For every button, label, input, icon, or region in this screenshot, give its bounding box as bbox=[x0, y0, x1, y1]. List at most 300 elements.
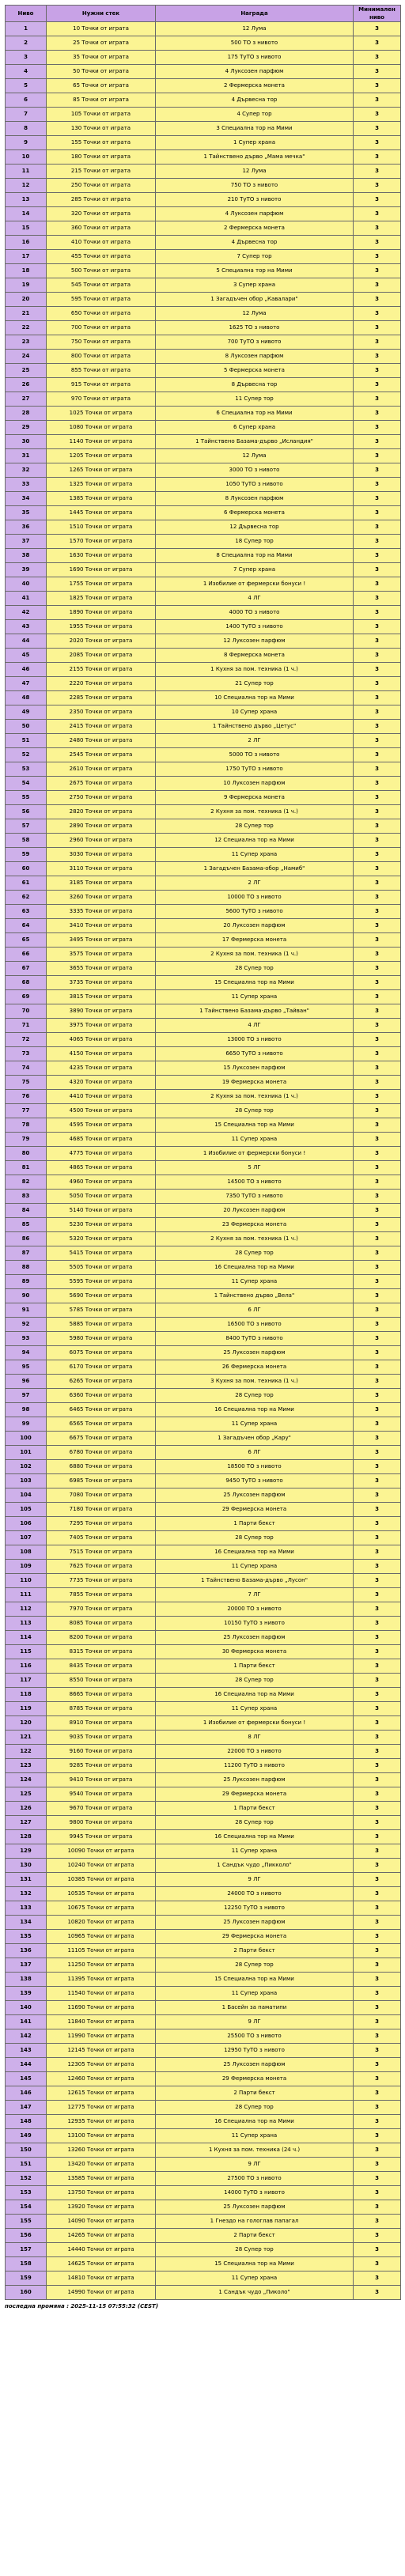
cell-points: 9035 Точки от играта bbox=[47, 1731, 156, 1745]
cell-min-level: 3 bbox=[354, 2271, 401, 2286]
cell-points: 12460 Точки от играта bbox=[47, 2072, 156, 2086]
cell-reward: 9450 ТуТО з нивото bbox=[156, 1474, 354, 1488]
cell-reward: 11 Супер храна bbox=[156, 1844, 354, 1859]
cell-points: 8785 Точки от играта bbox=[47, 1702, 156, 1716]
cell-level: 152 bbox=[6, 2172, 47, 2186]
cell-reward: 16 Специална тор на Мими bbox=[156, 1830, 354, 1844]
cell-min-level: 3 bbox=[354, 2186, 401, 2200]
cell-level: 139 bbox=[6, 1987, 47, 2001]
cell-points: 10 Точки от играта bbox=[47, 22, 156, 36]
cell-points: 3410 Точки от играта bbox=[47, 919, 156, 933]
cell-points: 6265 Точки от играта bbox=[47, 1375, 156, 1389]
cell-reward: 12 Специална тор на Мими bbox=[156, 834, 354, 848]
cell-min-level: 3 bbox=[354, 1702, 401, 1716]
cell-level: 47 bbox=[6, 677, 47, 691]
cell-points: 6565 Точки от играта bbox=[47, 1417, 156, 1432]
cell-points: 8550 Точки от играта bbox=[47, 1674, 156, 1688]
cell-points: 12935 Точки от играта bbox=[47, 2115, 156, 2129]
cell-level: 106 bbox=[6, 1517, 47, 1531]
cell-points: 9670 Точки от играта bbox=[47, 1802, 156, 1816]
cell-min-level: 3 bbox=[354, 278, 401, 293]
cell-points: 2750 Точки от играта bbox=[47, 791, 156, 805]
cell-min-level: 3 bbox=[354, 1802, 401, 1816]
cell-level: 16 bbox=[6, 236, 47, 250]
cell-min-level: 3 bbox=[354, 264, 401, 278]
cell-reward: 21 Супер тор bbox=[156, 677, 354, 691]
cell-reward: 1400 ТуТО з нивото bbox=[156, 620, 354, 634]
cell-min-level: 3 bbox=[354, 1133, 401, 1147]
cell-level: 124 bbox=[6, 1773, 47, 1787]
cell-reward: 22000 ТО з нивото bbox=[156, 1745, 354, 1759]
cell-points: 10965 Точки от играта bbox=[47, 1930, 156, 1944]
cell-reward: 25 Луксозен парфюм bbox=[156, 1346, 354, 1360]
cell-reward: 11 Супер храна bbox=[156, 848, 354, 862]
cell-reward: 10 Специална тор на Мими bbox=[156, 691, 354, 705]
cell-points: 14810 Точки от играта bbox=[47, 2271, 156, 2286]
cell-reward: 15 Специална тор на Мими bbox=[156, 1118, 354, 1133]
table-row bbox=[6, 1503, 401, 1517]
cell-level: 56 bbox=[6, 805, 47, 819]
cell-min-level: 3 bbox=[354, 1503, 401, 1517]
cell-level: 27 bbox=[6, 392, 47, 407]
cell-points: 1025 Точки от играта bbox=[47, 407, 156, 421]
cell-min-level: 3 bbox=[354, 520, 401, 535]
table-row bbox=[6, 492, 401, 506]
cell-points: 970 Точки от играта bbox=[47, 392, 156, 407]
cell-level: 110 bbox=[6, 1574, 47, 1588]
cell-min-level: 3 bbox=[354, 165, 401, 179]
table-row bbox=[6, 1004, 401, 1019]
cell-reward: 15 Специална тор на Мими bbox=[156, 1973, 354, 1987]
header-min-level: Минимален ниво bbox=[354, 6, 401, 22]
cell-min-level: 3 bbox=[354, 392, 401, 407]
cell-points: 10675 Точки от играта bbox=[47, 1901, 156, 1916]
cell-reward: 2 Фермерска монета bbox=[156, 79, 354, 93]
cell-reward: 8 ЛГ bbox=[156, 1731, 354, 1745]
cell-min-level: 3 bbox=[354, 1446, 401, 1460]
cell-min-level: 3 bbox=[354, 2229, 401, 2243]
cell-min-level: 3 bbox=[354, 1987, 401, 2001]
table-row bbox=[6, 2200, 401, 2215]
cell-reward: 29 Фермерска монета bbox=[156, 1503, 354, 1517]
table-row bbox=[6, 364, 401, 378]
cell-min-level: 3 bbox=[354, 1218, 401, 1232]
cell-min-level: 3 bbox=[354, 1773, 401, 1787]
cell-level: 29 bbox=[6, 421, 47, 435]
cell-min-level: 3 bbox=[354, 378, 401, 392]
cell-min-level: 3 bbox=[354, 1545, 401, 1560]
cell-level: 13 bbox=[6, 193, 47, 207]
table-row bbox=[6, 1161, 401, 1175]
cell-reward: 1 Тайнствено дърво „Цетус" bbox=[156, 720, 354, 734]
cell-min-level: 3 bbox=[354, 919, 401, 933]
cell-points: 85 Точки от играта bbox=[47, 93, 156, 108]
cell-points: 13420 Точки от играта bbox=[47, 2158, 156, 2172]
cell-min-level: 3 bbox=[354, 1232, 401, 1246]
cell-level: 99 bbox=[6, 1417, 47, 1432]
table-row bbox=[6, 1887, 401, 1901]
cell-reward: 12 Лума bbox=[156, 165, 354, 179]
cell-level: 145 bbox=[6, 2072, 47, 2086]
cell-min-level: 3 bbox=[354, 705, 401, 720]
cell-points: 3495 Точки от играта bbox=[47, 933, 156, 948]
cell-reward: 8 Луксозен парфюм bbox=[156, 492, 354, 506]
cell-reward: 25 Луксозен парфюм bbox=[156, 2058, 354, 2072]
cell-min-level: 3 bbox=[354, 2015, 401, 2029]
table-row bbox=[6, 990, 401, 1004]
cell-min-level: 3 bbox=[354, 649, 401, 663]
table-row bbox=[6, 592, 401, 606]
cell-min-level: 3 bbox=[354, 1460, 401, 1474]
cell-points: 3735 Точки от играта bbox=[47, 976, 156, 990]
table-row bbox=[6, 1289, 401, 1303]
cell-level: 37 bbox=[6, 535, 47, 549]
cell-level: 109 bbox=[6, 1560, 47, 1574]
table-row bbox=[6, 2015, 401, 2029]
cell-level: 146 bbox=[6, 2086, 47, 2101]
table-row bbox=[6, 506, 401, 520]
cell-reward: 1 Тайнствено Базама-дърво „Лусон" bbox=[156, 1574, 354, 1588]
cell-level: 111 bbox=[6, 1588, 47, 1602]
cell-level: 45 bbox=[6, 649, 47, 663]
cell-reward: 19 Фермерска монета bbox=[156, 1076, 354, 1090]
cell-points: 14265 Точки от играта bbox=[47, 2229, 156, 2243]
cell-level: 128 bbox=[6, 1830, 47, 1844]
cell-level: 88 bbox=[6, 1261, 47, 1275]
cell-points: 7735 Точки от играта bbox=[47, 1574, 156, 1588]
cell-points: 11690 Точки от играта bbox=[47, 2001, 156, 2015]
cell-min-level: 3 bbox=[354, 1659, 401, 1674]
cell-reward: 27500 ТО з нивото bbox=[156, 2172, 354, 2186]
cell-reward: 16500 ТО з нивото bbox=[156, 1318, 354, 1332]
cell-points: 285 Точки от играта bbox=[47, 193, 156, 207]
cell-min-level: 3 bbox=[354, 463, 401, 478]
cell-level: 86 bbox=[6, 1232, 47, 1246]
cell-points: 2545 Точки от играта bbox=[47, 748, 156, 762]
cell-min-level: 3 bbox=[354, 1389, 401, 1403]
cell-points: 10820 Точки от играта bbox=[47, 1916, 156, 1930]
cell-level: 63 bbox=[6, 905, 47, 919]
cell-reward: 2 Парти бекст bbox=[156, 2229, 354, 2243]
cell-level: 19 bbox=[6, 278, 47, 293]
cell-level: 157 bbox=[6, 2243, 47, 2257]
cell-points: 1510 Точки от играта bbox=[47, 520, 156, 535]
table-row bbox=[6, 748, 401, 762]
cell-points: 1755 Точки от играта bbox=[47, 577, 156, 592]
table-row bbox=[6, 1731, 401, 1745]
cell-level: 38 bbox=[6, 549, 47, 563]
cell-reward: 20 Луксозен парфюм bbox=[156, 919, 354, 933]
cell-points: 9160 Точки от играта bbox=[47, 1745, 156, 1759]
cell-points: 5140 Точки от играта bbox=[47, 1204, 156, 1218]
table-row bbox=[6, 307, 401, 321]
cell-reward: 8 Фермерска монета bbox=[156, 649, 354, 663]
table-row bbox=[6, 2058, 401, 2072]
cell-min-level: 3 bbox=[354, 1617, 401, 1631]
table-row bbox=[6, 876, 401, 891]
cell-level: 93 bbox=[6, 1332, 47, 1346]
cell-reward: 20 Луксозен парфюм bbox=[156, 1204, 354, 1218]
cell-level: 127 bbox=[6, 1816, 47, 1830]
cell-min-level: 3 bbox=[354, 421, 401, 435]
table-row bbox=[6, 1588, 401, 1602]
cell-reward: 1 Гнездо на гологлав папагал bbox=[156, 2215, 354, 2229]
table-row bbox=[6, 1745, 401, 1759]
cell-level: 76 bbox=[6, 1090, 47, 1104]
cell-reward: 29 Фермерска монета bbox=[156, 1787, 354, 1802]
cell-reward: 210 ТуТО з нивото bbox=[156, 193, 354, 207]
cell-min-level: 3 bbox=[354, 762, 401, 777]
cell-min-level: 3 bbox=[354, 1944, 401, 1958]
table-row bbox=[6, 1318, 401, 1332]
cell-reward: 28 Супер тор bbox=[156, 819, 354, 834]
table-row bbox=[6, 1104, 401, 1118]
cell-points: 1140 Точки от играта bbox=[47, 435, 156, 449]
table-row bbox=[6, 108, 401, 122]
cell-reward: 29 Фермерска монета bbox=[156, 1930, 354, 1944]
cell-min-level: 3 bbox=[354, 1574, 401, 1588]
cell-level: 147 bbox=[6, 2101, 47, 2115]
cell-min-level: 3 bbox=[354, 1958, 401, 1973]
cell-min-level: 3 bbox=[354, 2072, 401, 2086]
cell-reward: 500 ТО з нивото bbox=[156, 36, 354, 51]
table-row bbox=[6, 122, 401, 136]
cell-level: 112 bbox=[6, 1602, 47, 1617]
table-row bbox=[6, 2243, 401, 2257]
cell-level: 71 bbox=[6, 1019, 47, 1033]
cell-reward: 1625 ТО з нивото bbox=[156, 321, 354, 335]
cell-min-level: 3 bbox=[354, 1004, 401, 1019]
cell-min-level: 3 bbox=[354, 819, 401, 834]
table-row bbox=[6, 1417, 401, 1432]
table-row bbox=[6, 905, 401, 919]
cell-points: 8665 Точки от играта bbox=[47, 1688, 156, 1702]
cell-level: 28 bbox=[6, 407, 47, 421]
cell-min-level: 3 bbox=[354, 748, 401, 762]
table-body bbox=[6, 22, 401, 2300]
table-row bbox=[6, 79, 401, 93]
cell-min-level: 3 bbox=[354, 1716, 401, 1731]
table-row bbox=[6, 1531, 401, 1545]
cell-reward: 9 ЛГ bbox=[156, 2015, 354, 2029]
cell-level: 10 bbox=[6, 150, 47, 165]
cell-points: 7405 Точки от играта bbox=[47, 1531, 156, 1545]
table-row bbox=[6, 1389, 401, 1403]
cell-points: 3575 Точки от играта bbox=[47, 948, 156, 962]
cell-min-level: 3 bbox=[354, 79, 401, 93]
cell-level: 158 bbox=[6, 2257, 47, 2271]
cell-reward: 6 Специална тор на Мими bbox=[156, 407, 354, 421]
table-row bbox=[6, 2101, 401, 2115]
cell-reward: 23 Фермерска монета bbox=[156, 1218, 354, 1232]
cell-min-level: 3 bbox=[354, 1047, 401, 1061]
table-row bbox=[6, 51, 401, 65]
cell-level: 144 bbox=[6, 2058, 47, 2072]
cell-level: 116 bbox=[6, 1659, 47, 1674]
cell-reward: 7 ЛГ bbox=[156, 1588, 354, 1602]
cell-level: 90 bbox=[6, 1289, 47, 1303]
cell-points: 35 Точки от играта bbox=[47, 51, 156, 65]
cell-points: 4150 Точки от играта bbox=[47, 1047, 156, 1061]
cell-reward: 4000 ТО з нивото bbox=[156, 606, 354, 620]
table-row bbox=[6, 891, 401, 905]
cell-min-level: 3 bbox=[354, 1688, 401, 1702]
cell-min-level: 3 bbox=[354, 93, 401, 108]
cell-reward: 11 Супер храна bbox=[156, 1702, 354, 1716]
cell-level: 105 bbox=[6, 1503, 47, 1517]
table-row bbox=[6, 1631, 401, 1645]
cell-points: 3890 Точки от играта bbox=[47, 1004, 156, 1019]
cell-reward: 10 Луксозен парфюм bbox=[156, 777, 354, 791]
table-row bbox=[6, 321, 401, 335]
cell-reward: 8400 ТуТО з нивото bbox=[156, 1332, 354, 1346]
cell-points: 11990 Точки от играта bbox=[47, 2029, 156, 2044]
cell-points: 800 Точки от играта bbox=[47, 350, 156, 364]
cell-level: 130 bbox=[6, 1859, 47, 1873]
cell-reward: 4 Луксозен парфюм bbox=[156, 65, 354, 79]
cell-level: 141 bbox=[6, 2015, 47, 2029]
cell-level: 25 bbox=[6, 364, 47, 378]
cell-min-level: 3 bbox=[354, 549, 401, 563]
cell-reward: 7 Супер храна bbox=[156, 563, 354, 577]
cell-points: 5785 Точки от играта bbox=[47, 1303, 156, 1318]
cell-min-level: 3 bbox=[354, 720, 401, 734]
table-row bbox=[6, 791, 401, 805]
cell-min-level: 3 bbox=[354, 207, 401, 221]
cell-level: 82 bbox=[6, 1175, 47, 1190]
table-row bbox=[6, 1460, 401, 1474]
cell-level: 131 bbox=[6, 1873, 47, 1887]
table-row bbox=[6, 1844, 401, 1859]
cell-reward: 1 Загадъчен Базама-обор „Намиб" bbox=[156, 862, 354, 876]
cell-reward: 1 Басейн за паматипи bbox=[156, 2001, 354, 2015]
cell-points: 700 Точки от играта bbox=[47, 321, 156, 335]
cell-points: 13100 Точки от играта bbox=[47, 2129, 156, 2143]
cell-reward: 25 Луксозен парфюм bbox=[156, 2200, 354, 2215]
cell-reward: 12 Луксозен парфюм bbox=[156, 634, 354, 649]
cell-min-level: 3 bbox=[354, 1318, 401, 1332]
cell-min-level: 3 bbox=[354, 933, 401, 948]
cell-level: 122 bbox=[6, 1745, 47, 1759]
cell-points: 855 Точки от играта bbox=[47, 364, 156, 378]
table-row bbox=[6, 1190, 401, 1204]
table-row bbox=[6, 819, 401, 834]
cell-reward: 750 ТО з нивото bbox=[156, 179, 354, 193]
cell-level: 104 bbox=[6, 1488, 47, 1503]
table-row bbox=[6, 606, 401, 620]
cell-points: 10535 Точки от играта bbox=[47, 1887, 156, 1901]
cell-min-level: 3 bbox=[354, 1161, 401, 1175]
cell-min-level: 3 bbox=[354, 1873, 401, 1887]
table-row bbox=[6, 520, 401, 535]
cell-level: 98 bbox=[6, 1403, 47, 1417]
cell-points: 2610 Точки от играта bbox=[47, 762, 156, 777]
cell-reward: 1 Парти бекст bbox=[156, 1659, 354, 1674]
cell-min-level: 3 bbox=[354, 150, 401, 165]
cell-points: 14440 Точки от играта bbox=[47, 2243, 156, 2257]
cell-level: 1 bbox=[6, 22, 47, 36]
table-row bbox=[6, 1118, 401, 1133]
cell-reward: 11200 ТуТО з нивото bbox=[156, 1759, 354, 1773]
cell-points: 6170 Точки от играта bbox=[47, 1360, 156, 1375]
cell-points: 4410 Точки от играта bbox=[47, 1090, 156, 1104]
cell-points: 12615 Точки от играта bbox=[47, 2086, 156, 2101]
cell-reward: 2 Парти бекст bbox=[156, 1944, 354, 1958]
table-row bbox=[6, 478, 401, 492]
table-row bbox=[6, 834, 401, 848]
cell-reward: 25 Луксозен парфюм bbox=[156, 1631, 354, 1645]
cell-level: 155 bbox=[6, 2215, 47, 2229]
cell-min-level: 3 bbox=[354, 250, 401, 264]
cell-min-level: 3 bbox=[354, 1204, 401, 1218]
cell-points: 13260 Точки от играта bbox=[47, 2143, 156, 2158]
cell-points: 7080 Точки от играта bbox=[47, 1488, 156, 1503]
cell-min-level: 3 bbox=[354, 1275, 401, 1289]
cell-level: 91 bbox=[6, 1303, 47, 1318]
cell-reward: 20000 ТО з нивото bbox=[156, 1602, 354, 1617]
cell-min-level: 3 bbox=[354, 606, 401, 620]
cell-points: 1445 Точки от играта bbox=[47, 506, 156, 520]
cell-min-level: 3 bbox=[354, 1887, 401, 1901]
cell-level: 101 bbox=[6, 1446, 47, 1460]
cell-points: 2155 Точки от играта bbox=[47, 663, 156, 677]
cell-min-level: 3 bbox=[354, 2101, 401, 2115]
table-row bbox=[6, 150, 401, 165]
table-row bbox=[6, 1076, 401, 1090]
cell-points: 360 Точки от играта bbox=[47, 221, 156, 236]
cell-level: 57 bbox=[6, 819, 47, 834]
cell-reward: 28 Супер тор bbox=[156, 2101, 354, 2115]
header-points: Нужни стек bbox=[47, 6, 156, 22]
cell-points: 4500 Точки от играта bbox=[47, 1104, 156, 1118]
cell-level: 89 bbox=[6, 1275, 47, 1289]
cell-points: 6075 Точки от играта bbox=[47, 1346, 156, 1360]
cell-reward: 5 ЛГ bbox=[156, 1161, 354, 1175]
cell-level: 65 bbox=[6, 933, 47, 948]
cell-min-level: 3 bbox=[354, 1930, 401, 1944]
cell-points: 1630 Точки от играта bbox=[47, 549, 156, 563]
cell-reward: 11 Супер храна bbox=[156, 1560, 354, 1574]
cell-min-level: 3 bbox=[354, 2115, 401, 2129]
cell-points: 2285 Точки от играта bbox=[47, 691, 156, 705]
table-row bbox=[6, 1432, 401, 1446]
cell-min-level: 3 bbox=[354, 1261, 401, 1275]
table-row bbox=[6, 1246, 401, 1261]
table-row bbox=[6, 1232, 401, 1246]
cell-reward: 11 Супер тор bbox=[156, 392, 354, 407]
cell-reward: 10150 ТуТО з нивото bbox=[156, 1617, 354, 1631]
cell-level: 154 bbox=[6, 2200, 47, 2215]
cell-level: 50 bbox=[6, 720, 47, 734]
table-row bbox=[6, 449, 401, 463]
table-row bbox=[6, 293, 401, 307]
table-row bbox=[6, 1474, 401, 1488]
cell-level: 5 bbox=[6, 79, 47, 93]
cell-min-level: 3 bbox=[354, 1417, 401, 1432]
cell-points: 6675 Точки от играта bbox=[47, 1432, 156, 1446]
cell-reward: 30 Фермерска монета bbox=[156, 1645, 354, 1659]
cell-reward: 28 Супер тор bbox=[156, 1104, 354, 1118]
cell-points: 10090 Точки от играта bbox=[47, 1844, 156, 1859]
cell-reward: 28 Супер тор bbox=[156, 1246, 354, 1261]
cell-min-level: 3 bbox=[354, 1104, 401, 1118]
table-row bbox=[6, 392, 401, 407]
table-row bbox=[6, 65, 401, 79]
cell-reward: 175 ТуТО з нивото bbox=[156, 51, 354, 65]
table-row bbox=[6, 2186, 401, 2200]
cell-reward: 5600 ТуТО з нивото bbox=[156, 905, 354, 919]
cell-min-level: 3 bbox=[354, 36, 401, 51]
